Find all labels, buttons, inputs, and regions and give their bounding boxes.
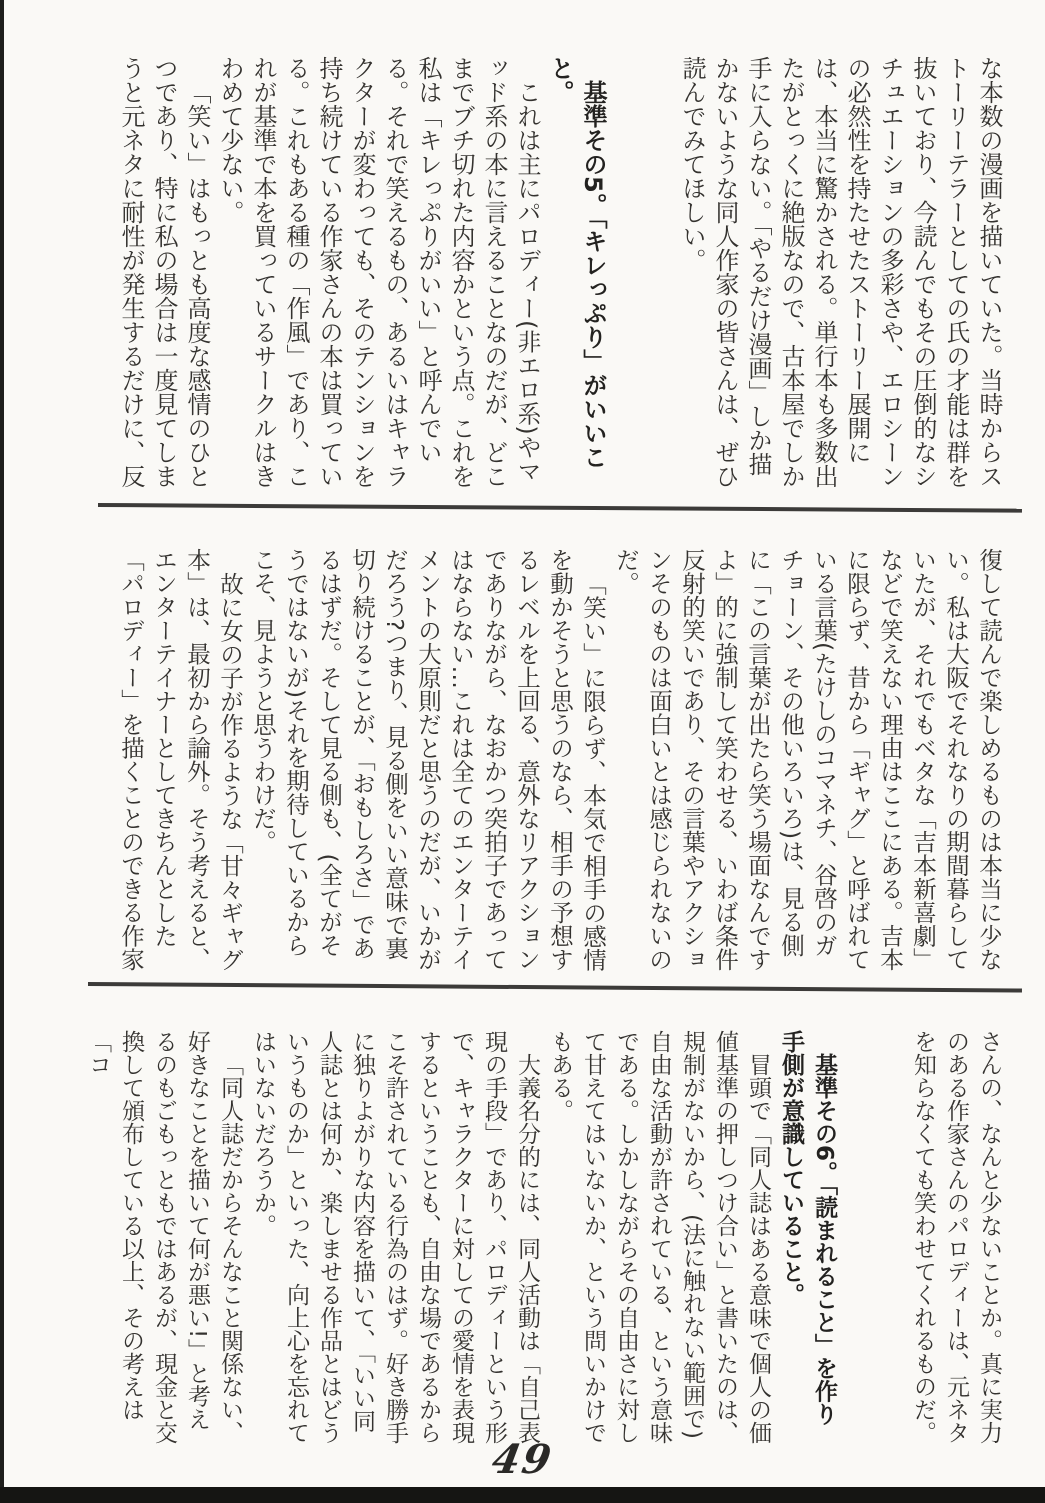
paragraph: 「笑い」はもっとも高度な感情のひとつであり、特に私の場合は一度見てしまうと元ネタに耐性が発生するだけに、反	[117, 56, 211, 488]
paragraph: 「笑い」に限らず、本気で相手の感情を動かそうと思うのなら、相手の予想するレベルを上回る、意外なリアクションでありながら、なおかつ突拍子であってはならない…これは全てのエンターテイメントの大原則だと思うのだが、いかがだろう?つまり、見る側をいい意味で裏切り続けることが、「おもしろさ」であるはずだ。そして見る側も、(全てがそうではないが)それを期待しているからこそ、見ようと思うわけだ。	[249, 548, 607, 971]
paragraph: な本数の漫画を描いていた。当時からストーリーテラーとしての氏の才能は群を抜いており、今読んでもその圧倒的なシチュエーションの多彩さや、エロシーンの必然性を持たせたストーリー展開には、本当に驚かされる。単行本も多数出たがとっくに絶版なので、古本屋でしか手に入らない。「やるだけ漫画」しか描かないような同人作家の皆さんは、ぜひ読んでみてほしい。	[678, 56, 1003, 488]
paragraph: 復して読んで楽しめるものは本当に少ない。私は大阪でそれなりの期間暮らしていたが、それでもベタな「吉本新喜劇」などで笑えない理由はここにある。吉本に限らず、昔から「ギャグ」と呼ばれている言葉(たけしのコマネチ、谷啓のガチョーン、その他いろいろ)は、見る側に「この言葉が出たら笑う場面なんですよ」的に強制して笑わせる、いわば条件反射的笑いであり、その言葉やアクションそのものは面白いとは感じられないのだ。	[612, 548, 1003, 971]
paragraph: さんの、なんと少ないことか。真に実力のある作家さんのパロディーは、元ネタを知らなくても笑わせてくれるものだ。	[910, 1030, 1002, 1444]
scan-bottom-band	[0, 1487, 1045, 1503]
criterion-5-heading: 基準その5。「キレっぷり」がいいこと。	[546, 56, 607, 469]
page-number: 49	[488, 1436, 557, 1483]
paragraph: 故に女の子が作るような「甘々ギャグ本」は、最初から論外。そう考えると、エンターテイナーとしてきちんとした「パロディー」を描くことのできる作家	[117, 548, 244, 971]
paragraph: 冒頭で「同人誌はある意味で個人の価値基準の押しつけ合い」と書いたのは、規制がないから、(法に触れない範囲で)自由な活動が許されている、という意味である。しかしながらその自由さに対して甘えてはいないか、という問いかけでもある。	[547, 1030, 771, 1444]
text-section-bottom	[81, 1030, 1005, 1446]
paragraph: 「同人誌だからそんなこと関係ない、好きなことを描いて何が悪い!」と考えるのもごもっともではあるが、現金と交換して頒布している以上、その考えは「コ	[85, 1030, 243, 1444]
paragraph: これは主にパロディー(非エロ系)やマッド系の本に言えることなのだが、どこまでブチ切れた内容かという点。これを私は「キレっぷりがいい」と呼んでいる。それで笑えるもの、あるいはキャラクターが変わっても、そのテンションを持ち続けている作家さんの本は買っている。これもある種の「作風」であり、これが基準で本を買っているサークルはきわめて少ない。	[216, 56, 541, 488]
criterion-6-heading: 基準その6。「読まれること」を作り手側が意識していること。	[778, 1030, 837, 1426]
text-section-middle	[114, 548, 1005, 974]
section-divider-rule	[88, 982, 1022, 993]
scan-left-edge-line	[0, 0, 4, 1488]
paragraph: 大義名分的には、同人活動は「自己表現の手段」であり、パロディーという形で、キャラクターに対しての愛情を表現するということも、自由な場であるからこそ許されている行為のはず。好き勝手に独りよがりな内容を描いて、「いい同人誌とは何か、楽しませる作品とはどういうものか」といった、向上心を忘れてはいないだろうか。	[250, 1030, 540, 1444]
text-section-top	[114, 56, 1005, 492]
section-divider-rule	[98, 503, 1022, 513]
